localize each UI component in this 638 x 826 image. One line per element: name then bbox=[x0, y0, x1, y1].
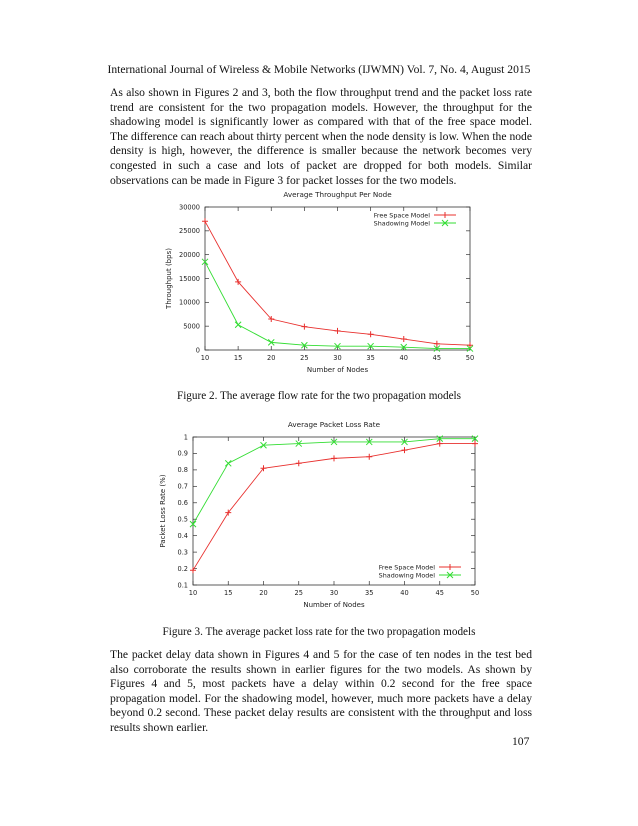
x-tick-label: 15 bbox=[224, 589, 233, 597]
x-tick-label: 30 bbox=[329, 589, 339, 597]
x-tick-label: 20 bbox=[267, 354, 276, 362]
y-tick-label: 1 bbox=[183, 433, 188, 442]
y-tick-label: 0.2 bbox=[177, 564, 188, 573]
y-tick-label: 0 bbox=[195, 346, 200, 355]
x-axis-label: Number of Nodes bbox=[306, 366, 369, 374]
x-tick-label: 35 bbox=[366, 354, 375, 362]
series-line-shadowing bbox=[193, 439, 475, 525]
x-tick-label: 45 bbox=[432, 354, 442, 362]
data-point bbox=[225, 460, 231, 466]
data-point bbox=[331, 455, 337, 461]
x-tick-label: 45 bbox=[435, 589, 444, 597]
body-paragraph-1: As also shown in Figures 2 and 3, both the flow throughput trend and the packet loss rate trend are consistent for the two propagation models. However, the throughput for the shadowing model is significantly lower as compared with that of the free space model. The difference can reach about thirty percent when the node density is low. When the node density is high, however, the difference is smaller because the network becomes very congested in such a case and lots of packet are dropped for both models. Similar observations can be made in Figure 3 for packet losses for the two models. bbox=[110, 86, 532, 187]
y-tick-label: 0.4 bbox=[177, 531, 188, 540]
page-number: 107 bbox=[512, 735, 530, 748]
y-tick-label: 0.5 bbox=[177, 515, 188, 524]
x-tick-label: 25 bbox=[300, 354, 309, 362]
x-tick-label: 10 bbox=[188, 589, 198, 597]
data-point bbox=[402, 447, 408, 453]
x-tick-label: 50 bbox=[465, 354, 475, 362]
legend-label: Free Space Model bbox=[373, 211, 430, 220]
y-axis-label: Throughput (bps) bbox=[165, 248, 173, 309]
chart-title: Average Throughput Per Node bbox=[283, 190, 392, 199]
figure3-caption: Figure 3. The average packet loss rate for the two propagation models bbox=[162, 626, 476, 638]
x-tick-label: 30 bbox=[333, 354, 342, 362]
y-tick-label: 10000 bbox=[179, 298, 200, 307]
data-point bbox=[190, 567, 196, 573]
data-point bbox=[366, 454, 372, 460]
legend-label: Shadowing Model bbox=[378, 571, 435, 580]
x-tick-label: 20 bbox=[259, 589, 268, 597]
y-tick-label: 0.1 bbox=[177, 581, 188, 590]
journal-header: International Journal of Wireless & Mobile Networks (IJWMN) Vol. 7, No. 4, August 2015 bbox=[107, 63, 531, 76]
data-point bbox=[437, 441, 443, 447]
x-tick-label: 25 bbox=[294, 589, 303, 597]
legend-label: Shadowing Model bbox=[373, 219, 430, 228]
y-tick-label: 5000 bbox=[183, 322, 200, 331]
x-tick-label: 50 bbox=[470, 589, 480, 597]
x-tick-label: 40 bbox=[399, 354, 408, 362]
y-tick-label: 25000 bbox=[179, 227, 200, 236]
series-line-free-space bbox=[193, 444, 475, 571]
y-tick-label: 15000 bbox=[179, 274, 200, 283]
y-tick-label: 0.6 bbox=[177, 499, 188, 508]
x-tick-label: 40 bbox=[400, 589, 409, 597]
body-paragraph-2: The packet delay data shown in Figures 4 and 5 for the case of ten nodes in the test bed also corroborate the results shown in earlier figures for the two models. As shown by Figures 4 and 5, most packets have a delay within 0.2 second for the free space propagation model. For the shadowing model, however, much more packets have a delay beyond 0.2 second. These packet delay results are consistent with the throughput and loss results shown earlier. bbox=[110, 648, 532, 734]
y-tick-label: 0.9 bbox=[177, 449, 188, 458]
legend-marker bbox=[447, 564, 453, 570]
y-axis-label: Packet Loss Rate (%) bbox=[159, 474, 167, 548]
x-axis-label: Number of Nodes bbox=[303, 601, 365, 609]
data-point bbox=[472, 441, 478, 447]
chart-title: Average Packet Loss Rate bbox=[287, 420, 381, 429]
legend-label: Free Space Model bbox=[378, 563, 435, 572]
x-tick-label: 10 bbox=[200, 354, 210, 362]
data-point bbox=[296, 460, 302, 466]
y-tick-label: 0.3 bbox=[177, 548, 188, 557]
x-tick-label: 35 bbox=[365, 589, 374, 597]
y-tick-label: 0.8 bbox=[177, 466, 188, 475]
y-tick-label: 30000 bbox=[179, 203, 200, 212]
y-tick-label: 0.7 bbox=[177, 482, 188, 491]
figure2-caption: Figure 2. The average flow rate for the two propagation models bbox=[176, 390, 462, 402]
y-tick-label: 20000 bbox=[179, 250, 200, 259]
x-tick-label: 15 bbox=[233, 354, 243, 362]
